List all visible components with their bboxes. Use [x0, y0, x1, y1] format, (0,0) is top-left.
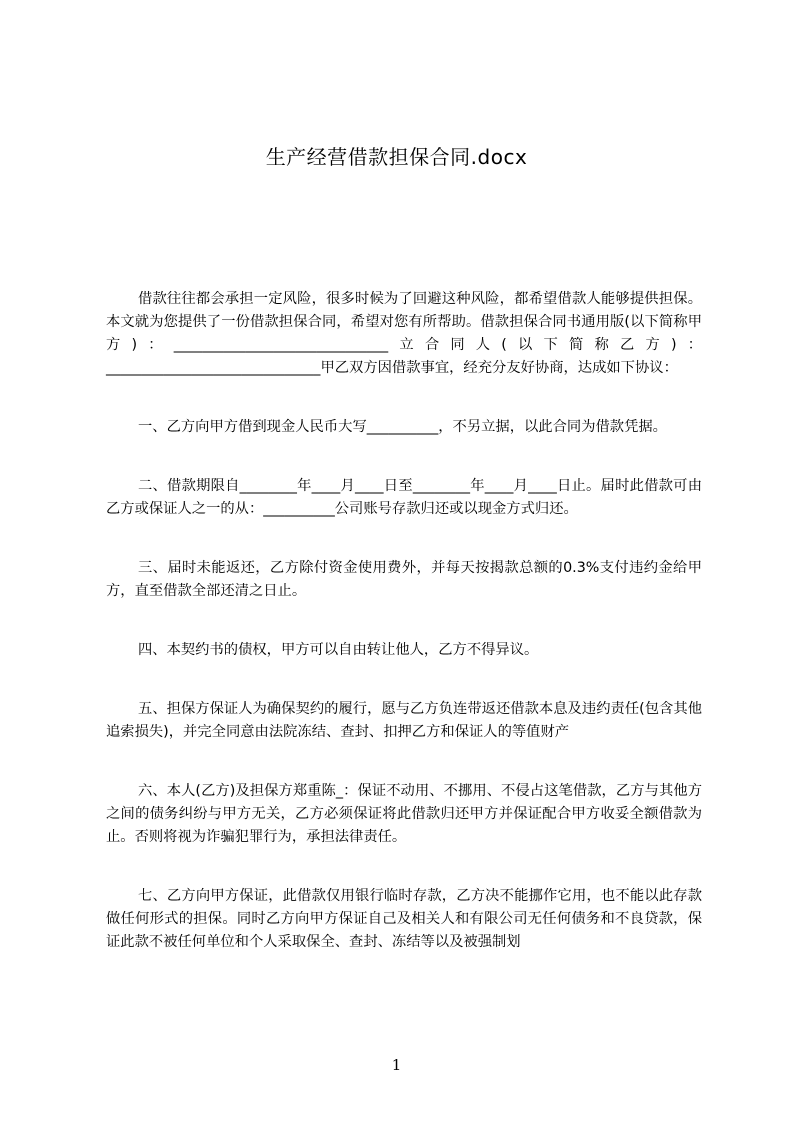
- clause-6-paragraph: 六、本人(乙方)及担保方郑重陈_：保证不动用、不挪用、不侵占这笔借款，乙方与其他方之间的债务纠纷与甲方无关，乙方必须保证将此借款归还甲方并保证配合甲方收妥全额借款为止。否则将视为诈骗犯罪行为，承担法律责任。: [106, 783, 702, 845]
- clause-5-paragraph: 五、担保方保证人为确保契约的履行，愿与乙方负连带返还借款本息及违约责任(包含其他追索损失)，并完全同意由法院冻结、查封、扣押乙方和保证人的等值财产: [106, 701, 702, 740]
- clause-7-paragraph: 七、乙方向甲方保证，此借款仅用银行临时存款，乙方决不能挪作它用，也不能以此存款做任何形式的担保。同时乙方向甲方保证自己及相关人和有限公司无任何债务和不良贷款，保证此款不被任何单位和个人采取保全、查封、冻结等以及被强制划: [106, 888, 702, 950]
- clause-4-paragraph: 四、本契约书的债权，甲方可以自由转让他人，乙方不得异议。: [138, 642, 539, 658]
- document-title: 生产经营借款担保合同.docx: [265, 145, 528, 169]
- clause-1-paragraph: 一、乙方向甲方借到现金人民币大写__________，不另立据，以此合同为借款凭据。: [138, 419, 667, 435]
- intro-paragraph: 借款往往都会承担一定风险，很多时候为了回避这种风险，都希望借款人能够提供担保。本文就为您提供了一份借款担保合同，希望对您有所帮助。借款担保合同书通用版(以下简称甲方)：______________________________立合同人(以下简称乙方)：______________________________甲乙双方因借款事宜，经充分友好协商，达成如下协议：: [106, 291, 702, 376]
- clause-3-paragraph: 三、届时未能返还，乙方除付资金使用费外，并每天按揭款总额的0.3%支付违约金给甲方，直至借款全部还清之日止。: [106, 560, 702, 599]
- clause-2-paragraph: 二、借款期限自________年____月____日至________年____月____日止。届时此借款可由乙方或保证人之一的从：__________公司账号存款归还或以现金方式归还。: [106, 478, 702, 517]
- page-number: 1: [391, 1056, 402, 1074]
- document-body: [106, 288, 702, 990]
